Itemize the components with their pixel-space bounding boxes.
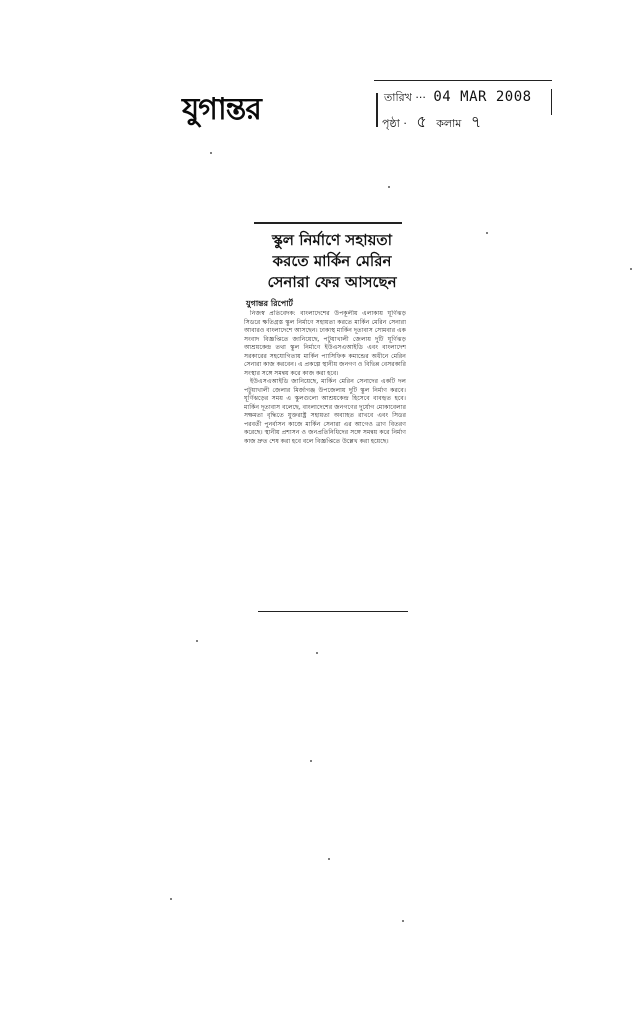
stamp-date-row: তারিখ ··· 04 MAR 2008: [384, 89, 532, 105]
scan-speck: [210, 152, 212, 154]
newspaper-masthead: যুগান্তর: [182, 92, 261, 127]
date-stamp: [374, 80, 552, 131]
article-byline: যুগান্তর রিপোর্ট: [246, 299, 293, 308]
stamp-column-value: ৭: [470, 112, 482, 131]
stamp-page-label: পৃষ্ঠা: [382, 117, 400, 130]
scan-speck: [316, 652, 318, 654]
stamp-date-value: 04 MAR 2008: [433, 89, 532, 105]
article-paragraph: নিজস্ব প্রতিবেদক: বাংলাদেশের উপকূলীয় এলাকায় ঘূর্ণিঝড় সিডরে ক্ষতিগ্রস্ত স্কুল নির্মাণে সহায়তা করতে মার্কিন মেরিন সেনারা আবারও বাংলাদেশে আসছেন। ঢাকাস্থ মার্কিন দূতাবাস সোমবার এক সংবাদ বিজ্ঞপ্তিতে জানিয়েছে, পটুয়াখালী জেলায় দুটি ঘূর্ণিঝড় আশ্রয়কেন্দ্র তথা স্কুল নির্মাণে ইউএসএআইডি এবং বাংলাদেশ সরকারের সহযোগিতায় মার্কিন প্যাসিফিক কমান্ডের অধীনে মেরিন সেনারা কাজ করবেন। এ প্রকল্পে স্থানীয় জনগণ ও বিভিন্ন বেসরকারি সংস্থার সঙ্গে সমন্বয় করে কাজ করা হবে।: [244, 310, 406, 377]
clipping-bottom-rule: [258, 611, 408, 612]
stamp-border-right: [551, 89, 553, 115]
stamp-column-label: কলাম: [436, 117, 462, 130]
scan-speck: [328, 858, 330, 860]
clipping-top-rule: [254, 222, 402, 224]
stamp-border-left: [376, 93, 378, 127]
article-headline: স্কুল নির্মাণে সহায়তা করতে মার্কিন মেরিন সেনারা ফের আসছেন: [267, 231, 397, 291]
article-body: [244, 310, 406, 600]
article-paragraph: ইউএসএআইডি জানিয়েছে, মার্কিন মেরিন সেনাদের একটি দল পটুয়াখালী জেলার মির্জাগঞ্জ উপজেলায় দুটি স্কুল নির্মাণ করবে। ঘূর্ণিঝড়ের সময় এ স্কুলগুলো আশ্রয়কেন্দ্র হিসেবে ব্যবহৃত হবে। মার্কিন দূতাবাস বলেছে, বাংলাদেশের জনগণের দুর্যোগ মোকাবেলার সক্ষমতা বৃদ্ধিতে যুক্তরাষ্ট্র সহায়তা অব্যাহত রাখবে এবং সিডর পরবর্তী পুনর্বাসন কাজে মার্কিন সেনারা এর আগেও ত্রাণ বিতরণ করেছে। স্থানীয় প্রশাসন ও জনপ্রতিনিধিদের সঙ্গে সমন্বয় করে নির্মাণ কাজ দ্রুত শেষ করা হবে বলে বিজ্ঞপ্তিতে উল্লেখ করা হয়েছে।: [244, 378, 406, 445]
stamp-date-label: তারিখ: [384, 91, 412, 104]
scan-speck: [388, 186, 390, 188]
scan-speck: [310, 760, 312, 762]
stamp-page-row: পৃষ্ঠা · ৫ কলাম ৭: [382, 112, 482, 131]
stamp-page-value: ৫: [416, 112, 427, 131]
scan-speck: [486, 232, 488, 234]
scan-speck: [170, 898, 172, 900]
scan-speck: [402, 920, 404, 922]
news-clipping: [238, 218, 410, 618]
scan-speck: [196, 640, 198, 642]
